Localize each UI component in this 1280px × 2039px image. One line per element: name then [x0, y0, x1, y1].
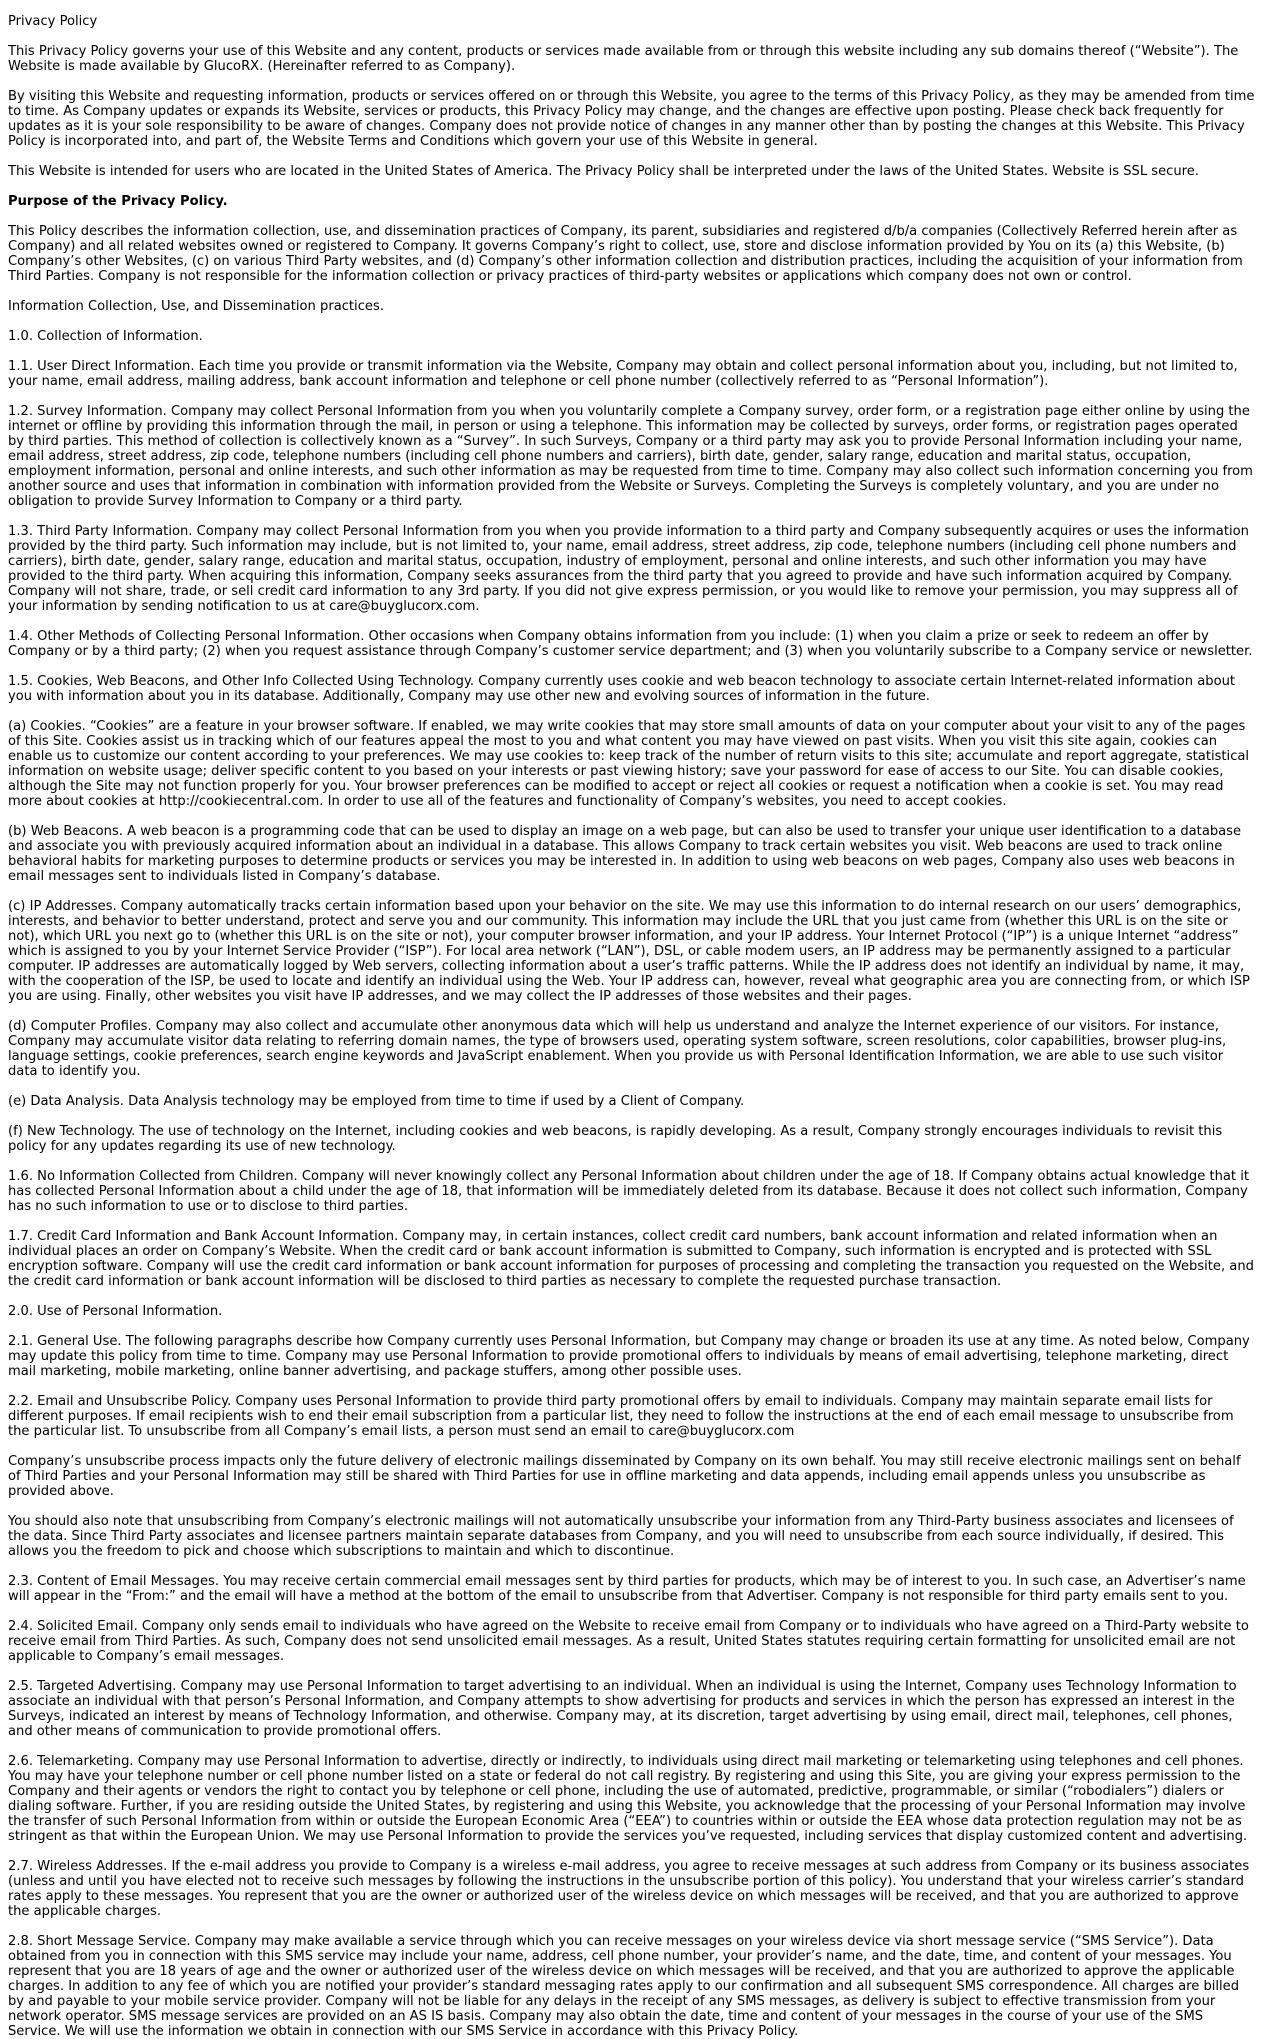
policy-paragraph: 2.7. Wireless Addresses. If the e-mail address you provide to Company is a wireless e-mail address, you agree to receive messages at such address from Company or its business associates (unless and until you have elected not to receive such messages by following the instructions in the unsubscribe portion of this policy). You understand that your wireless carrier’s standard rates apply to these messages. You represent that you are the owner or authorized user of the wireless device on which messages will be received, and that you are authorized to approve the applicable charges. [8, 1859, 1250, 1919]
policy-paragraph: 2.2. Email and Unsubscribe Policy. Company uses Personal Information to provide third party promotional offers by email to individuals. Company may maintain separate email lists for different purposes. If email recipients wish to end their email subscription from a particular list, they need to follow the instructions at the end of each email message to unsubscribe from the particular list. To unsubscribe from all Company’s email lists, a person must send an email to care@buyglucorx.com [8, 1394, 1234, 1439]
policy-paragraph: (d) Computer Profiles. Company may also collect and accumulate other anonymous data which will help us understand and analyze the Internet experience of our visitors. For instance, Company may accumulate visitor data relating to referring domain names, the type of browsers used, operating system software, screen resolutions, color capabilities, browser plug-ins, language settings, cookie preferences, search engine keywords and JavaScript enablement. When you provide us with Personal Identification Information, we are able to use such visitor data to identify you. [8, 1019, 1227, 1079]
policy-paragraph: 1.0. Collection of Information. [8, 329, 203, 344]
policy-paragraph: 2.3. Content of Email Messages. You may receive certain commercial email messages sent by third parties for products, which may be of interest to you. In such case, an Advertiser’s name will appear in the “From:” and the email will have a method at the bottom of the email to unsubscribe from that Advertiser. Company is not responsible for third party emails sent to you. [8, 1574, 1246, 1604]
policy-paragraph: Company’s unsubscribe process impacts only the future delivery of electronic mailings disseminated by Company on its own behalf. You may still receive electronic mailings sent on behalf of Third Parties and your Personal Information may still be shared with Third Parties for use in offline marketing and data appends, including email appends unless you unsubscribe as provided above. [8, 1454, 1241, 1499]
page-title: Privacy Policy [8, 14, 98, 29]
policy-paragraph: (c) IP Addresses. Company automatically tracks certain information based upon your behavior on the site. We may use this information to do internal research on our users’ demographics, interests, and behavior to better understand, protect and serve you and our community. This information may include the URL that you just came from (whether this URL is on the site or not), which URL you next go to (whether this URL is on the site or not), your computer browser information, and your IP address. Your Internet Protocol (“IP”) is a unique Internet “address” which is assigned to you by your Internet Service Provider (“ISP”). For local area network (“LAN”), DSL, or cable modem users, an IP address may be permanently assigned to a particular computer. IP addresses are automatically logged by Web servers, collecting information about a user’s traffic patterns. While the IP address does not identify an individual by name, it may, with the cooperation of the ISP, be used to locate and identify an individual using the Web. Your IP address can, however, reveal what geographic area you are connecting from, or which ISP you are using. Finally, other websites you visit have IP addresses, and we may collect the IP addresses of those websites and their pages. [8, 899, 1250, 1004]
policy-paragraph: 1.4. Other Methods of Collecting Personal Information. Other occasions when Company obtains information from you include: (1) when you claim a prize or seek to redeem an offer by Company or by a third party; (2) when you request assistance through Company’s customer service department; and (3) when you voluntarily subscribe to a Company service or newsletter. [8, 629, 1253, 659]
policy-paragraph: By visiting this Website and requesting information, products or services offered on or through this Website, you agree to the terms of this Privacy Policy, as they may be amended from time to time. As Company updates or expands its Website, services or products, this Privacy Policy may change, and the changes are effective upon posting. Please check back frequently for updates as it is your sole responsibility to be aware of changes. Company does not provide notice of changes in any manner other than by posting the changes at this Website. This Privacy Policy is incorporated into, and part of, the Website Terms and Conditions which govern your use of this Website in general. [8, 89, 1255, 149]
policy-paragraph: 2.6. Telemarketing. Company may use Personal Information to advertise, directly or indirectly, to individuals using direct mail marketing or telemarketing using telephones and cell phones. You may have your telephone number or cell phone number listed on a state or federal do not call registry. By registering and using this Site, you are giving your express permission to the Company and their agents or vendors the right to contact you by telephone or cell phone, including the use of automated, predictive, programmable, or similar (“robodialers”) dialers or dialing software. Further, if you are residing outside the United States, by registering and using this Website, you acknowledge that the processing of your Personal Information may involve the transfer of such Personal Information from within or outside the European Economic Area (“EEA”) to countries within or outside the EEA whose data protection regulation may not be as stringent as that within the European Union. We may use Personal Information to provide the services you’ve requested, including services that display customized content and advertising. [8, 1754, 1248, 1844]
policy-paragraph: You should also note that unsubscribing from Company’s electronic mailings will not automatically unsubscribe your information from any Third-Party business associates and licensees of the data. Since Third Party associates and licensee partners maintain separate databases from Company, and you will need to unsubscribe from each source individually, if desired. This allows you the freedom to pick and choose which subscriptions to maintain and which to discontinue. [8, 1514, 1234, 1559]
policy-paragraph: 2.4. Solicited Email. Company only sends email to individuals who have agreed on the Website to receive email from Company or to individuals who have agreed on a Third-Party website to receive email from Third Parties. As such, Company does not send unsolicited email messages. As a result, United States statutes requiring certain formatting for unsolicited email are not applicable to Company’s email messages. [8, 1619, 1249, 1664]
policy-paragraph: (b) Web Beacons. A web beacon is a programming code that can be used to display an image on a web page, but can also be used to transfer your unique user identification to a database and associate you with previously acquired information about an individual in a database. This allows Company to track certain websites you visit. Web beacons are used to track online behavioral habits for marketing purposes to determine products or services you may be interested in. In addition to using web beacons on web pages, Company also uses web beacons in email messages sent to individuals listed in Company’s database. [8, 824, 1242, 884]
policy-paragraph: 2.5. Targeted Advertising. Company may use Personal Information to target advertising to an individual. When an individual is using the Internet, Company uses Technology Information to associate an individual with that person’s Personal Information, and Company attempts to show advertising for products and services in which the person has expressed an interest in the Surveys, indicated an interest by means of Technology Information, and otherwise. Company may, at its discretion, target advertising by using email, direct mail, telephones, cell phones, and other means of communication to provide promotional offers. [8, 1679, 1237, 1739]
policy-paragraph: 2.0. Use of Personal Information. [8, 1304, 223, 1319]
policy-paragraph: 2.8. Short Message Service. Company may make available a service through which you can receive messages on your wireless device via short message service (“SMS Service”). Data obtained from you in connection with this SMS service may include your name, address, cell phone number, your provider’s name, and the date, time, and content of your messages. You represent that you are 18 years of age and the owner or authorized user of the wireless device on which messages will be received, and that you are authorized to approve the applicable charges. In addition to any fee of which you are notified your provider’s standard messaging rates apply to our confirmation and all subsequent SMS correspondence. All charges are billed by and payable to your mobile service provider. Company will not be liable for any delays in the receipt of any SMS messages, as delivery is subject to effective transmission from your network operator. SMS message services are provided on an AS IS basis. Company may also obtain the date, time and content of your messages in the course of your use of the SMS Service. We will use the information we obtain in connection with our SMS Service in accordance with this Privacy Policy. [8, 1934, 1240, 2039]
policy-paragraph: (e) Data Analysis. Data Analysis technology may be employed from time to time if used by a Client of Company. [8, 1094, 745, 1109]
policy-paragraph: 1.7. Credit Card Information and Bank Account Information. Company may, in certain instances, collect credit card numbers, bank account information and related information when an individual places an order on Company’s Website. When the credit card or bank account information is submitted to Company, such information is encrypted and is protected with SSL encryption software. Company will use the credit card information or bank account information for purposes of processing and completing the transaction you requested on the Website, and the credit card information or bank account information will be disclosed to third parties as necessary to complete the requested purchase transaction. [8, 1229, 1254, 1289]
policy-paragraph: 1.3. Third Party Information. Company may collect Personal Information from you when you provide information to a third party and Company subsequently acquires or uses the information provided by the third party. Such information may include, but is not limited to, your name, email address, street address, zip code, telephone numbers (including cell phone numbers and carriers), birth date, gender, salary range, education and marital status, occupation, industry of employment, personal and online interests, and such other information you may have provided to the third party. When acquiring this information, Company seeks assurances from the third party that you agreed to provide and have such information acquired by Company. Company will not share, trade, or sell credit card information to any 3rd party. If you did not give express permission, or you would like to remove your permission, you may suppress all of your information by sending notification to us at care@buyglucorx.com. [8, 524, 1249, 614]
policy-paragraph: Information Collection, Use, and Dissemination practices. [8, 299, 384, 314]
policy-paragraph: (f) New Technology. The use of technology on the Internet, including cookies and web beacons, is rapidly developing. As a result, Company strongly encourages individuals to revisit this policy for any updates regarding its use of new technology. [8, 1124, 1223, 1154]
section-heading: Purpose of the Privacy Policy. [8, 194, 228, 209]
policy-paragraph: This Policy describes the information collection, use, and dissemination practices of Company, its parent, subsidiaries and registered d/b/a companies (Collectively Referred herein after as Company) and all related websites owned or registered to Company. It governs Company’s right to collect, use, store and disclose information provided by You on its (a) this Website, (b) Company’s other Websites, (c) on various Third Party websites, and (d) Company’s other information collection and distribution practices, including the acquisition of your information from Third Parties. Company is not responsible for the information collection or privacy practices of third-party websites or applications which company does not own or control. [8, 224, 1243, 284]
policy-paragraph: 1.2. Survey Information. Company may collect Personal Information from you when you voluntarily complete a Company survey, order form, or a registration page either online by using the internet or offline by providing this information through the mail, in person or using a telephone. This information may be collected by surveys, order forms, or registration pages operated by third parties. This method of collection is collectively known as a “Survey”. In such Surveys, Company or a third party may ask you to provide Personal Information including your name, email address, street address, zip code, telephone numbers (including cell phone numbers and carriers), birth date, gender, salary range, education and marital status, occupation, employment information, personal and online interests, and such other information as may be requested from time to time. Company may also collect such information concerning you from another source and uses that information in combination with information provided from the Website or Surveys. Completing the Surveys is completely voluntary, and you are under no obligation to provide Survey Information to Company or a third party. [8, 404, 1253, 509]
policy-paragraph: (a) Cookies. “Cookies” are a feature in your browser software. If enabled, we may write cookies that may store small amounts of data on your computer about your visit to any of the pages of this Site. Cookies assist us in tracking which of our features appeal the most to you and what content you may have viewed on past visits. When you visit this site again, cookies can enable us to customize our content according to your preferences. We may use cookies to: keep track of the number of return visits to this site; accumulate and report aggregate, statistical information on website usage; deliver specific content to you based on your interests or past viewing history; save your password for ease of access to our Site. You can disable cookies, although the Site may not function properly for you. Your browser preferences can be modified to accept or reject all cookies or request a notification when a cookie is set. You may read more about cookies at http://cookiecentral.com. In order to use all of the features and functionality of Company’s websites, you need to accept cookies. [8, 719, 1250, 809]
policy-paragraph: 1.5. Cookies, Web Beacons, and Other Info Collected Using Technology. Company currently uses cookie and web beacon technology to associate certain Internet-related information about you with information about you in its database. Additionally, Company may use other new and evolving sources of information in the future. [8, 674, 1236, 704]
policy-content [8, 44, 1256, 2039]
policy-paragraph: 1.6. No Information Collected from Children. Company will never knowingly collect any Personal Information about children under the age of 18. If Company obtains actual knowledge that it has collected Personal Information about a child under the age of 18, that information will be immediately deleted from its database. Because it does not collect such information, Company has no such information to use or to disclose to third parties. [8, 1169, 1249, 1214]
policy-paragraph: 1.1. User Direct Information. Each time you provide or transmit information via the Website, Company may obtain and collect personal information about you, including, but not limited to, your name, email address, mailing address, bank account information and telephone or cell phone number (collectively referred to as “Personal Information”). [8, 359, 1238, 389]
policy-paragraph: This Privacy Policy governs your use of this Website and any content, products or services made available from or through this website including any sub domains thereof (“Website”). The Website is made available by GlucoRX. (Hereinafter referred to as Company). [8, 44, 1239, 74]
policy-paragraph: This Website is intended for users who are located in the United States of America. The Privacy Policy shall be interpreted under the laws of the United States. Website is SSL secure. [8, 164, 1199, 179]
policy-paragraph: 2.1. General Use. The following paragraphs describe how Company currently uses Personal Information, but Company may change or broaden its use at any time. As noted below, Company may update this policy from time to time. Company may use Personal Information to provide promotional offers to individuals by means of email advertising, telephone marketing, direct mail marketing, mobile marketing, online banner advertising, and package stuffers, among other possible uses. [8, 1334, 1250, 1379]
